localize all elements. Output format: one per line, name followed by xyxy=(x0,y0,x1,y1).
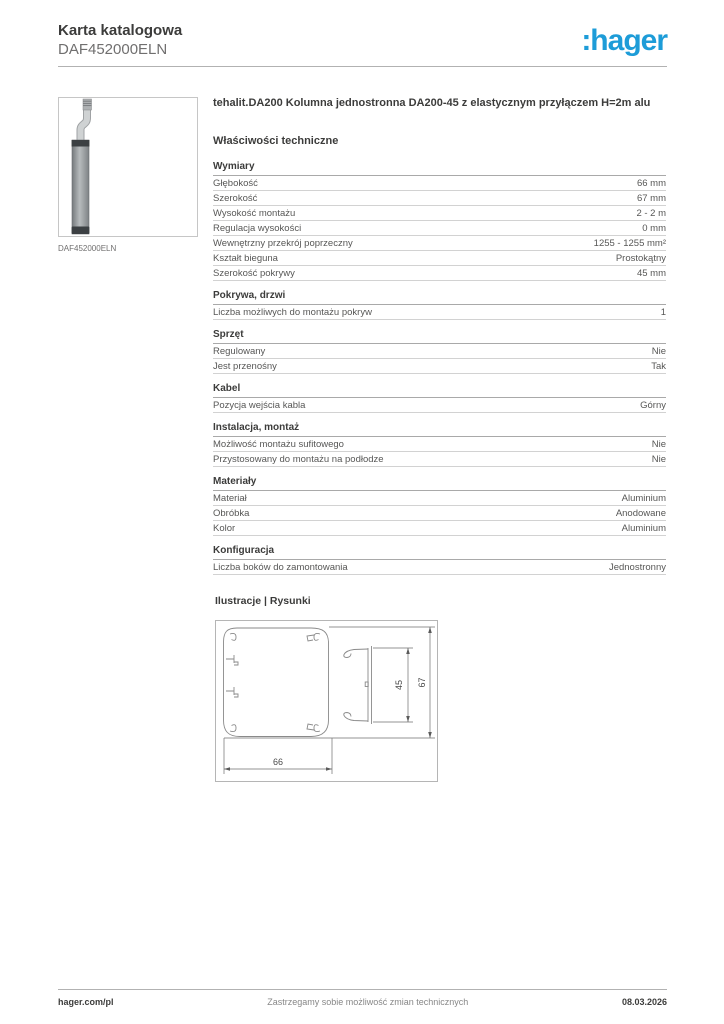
property-label: Szerokość xyxy=(213,192,258,204)
property-row xyxy=(213,251,666,266)
property-section xyxy=(213,422,666,467)
property-value: Nie xyxy=(651,453,666,465)
section-title: Wymiary xyxy=(213,161,666,176)
property-label: Kolor xyxy=(213,522,236,534)
section-title: Sprzęt xyxy=(213,329,666,344)
property-row xyxy=(213,491,666,506)
clip-top-left xyxy=(230,634,236,641)
header-product-code: DAF452000ELN xyxy=(58,40,168,58)
illustrations-heading: Ilustracje | Rysunki xyxy=(215,595,311,608)
dim-width-label: 66 xyxy=(272,757,284,768)
property-row xyxy=(213,266,666,281)
property-value: Nie xyxy=(651,345,666,357)
property-label: Liczba możliwych do montażu pokryw xyxy=(213,306,372,318)
property-value: Anodowane xyxy=(615,507,666,519)
property-row xyxy=(213,191,666,206)
clip-left-lower xyxy=(226,687,238,697)
property-label: Szerokość pokrywy xyxy=(213,267,295,279)
property-value: Prostokątny xyxy=(615,252,666,264)
section-rows xyxy=(213,560,666,575)
properties-sections xyxy=(213,161,666,575)
section-rows xyxy=(213,344,666,374)
property-row xyxy=(213,398,666,413)
property-row xyxy=(213,506,666,521)
property-value: Jednostronny xyxy=(608,561,666,573)
property-row xyxy=(213,359,666,374)
product-title: tehalit.DA200 Kolumna jednostronna DA200-45 z elastycznym przyłączem H=2m alu xyxy=(213,97,651,109)
page-header xyxy=(58,22,667,60)
property-value: Aluminium xyxy=(621,522,666,534)
section-title: Konfiguracja xyxy=(213,545,666,560)
property-label: Liczba boków do zamontowania xyxy=(213,561,348,573)
header-divider xyxy=(58,66,667,67)
property-section xyxy=(213,476,666,536)
property-value: Tak xyxy=(651,360,666,372)
clip-bottom-right xyxy=(307,724,320,732)
dim-total-height-label: 67 xyxy=(417,677,427,688)
property-section xyxy=(213,329,666,374)
property-label: Wysokość montażu xyxy=(213,207,296,219)
property-row xyxy=(213,452,666,467)
property-label: Jest przenośny xyxy=(213,360,277,372)
property-value: 67 mm xyxy=(636,192,666,204)
dim-cover-height-label: 45 xyxy=(394,680,404,691)
technical-drawing xyxy=(215,620,438,782)
property-label: Regulacja wysokości xyxy=(213,222,302,234)
column-top-cap xyxy=(72,140,90,147)
property-label: Pozycja wejścia kabla xyxy=(213,399,306,411)
property-value: 1255 - 1255 mm² xyxy=(593,237,666,249)
property-row xyxy=(213,437,666,452)
property-section xyxy=(213,290,666,320)
property-value: Nie xyxy=(651,438,666,450)
column-bottom-cap xyxy=(72,227,90,235)
section-rows xyxy=(213,398,666,413)
section-title: Materiały xyxy=(213,476,666,491)
section-rows xyxy=(213,491,666,536)
property-row xyxy=(213,344,666,359)
property-row xyxy=(213,176,666,191)
footer-divider xyxy=(58,989,667,990)
product-image xyxy=(58,97,198,237)
property-value: 1 xyxy=(660,306,666,318)
property-row xyxy=(213,305,666,320)
property-value: 2 - 2 m xyxy=(636,207,666,219)
section-rows xyxy=(213,437,666,467)
technical-properties-heading: Właściwości techniczne xyxy=(213,135,339,148)
property-value: Aluminium xyxy=(621,492,666,504)
property-value: 0 mm xyxy=(642,222,666,234)
section-title: Instalacja, montaż xyxy=(213,422,666,437)
document-title: Karta katalogowa xyxy=(58,22,183,39)
footer-website-link[interactable]: hager.com/pl xyxy=(58,997,114,1007)
property-label: Obróbka xyxy=(213,507,250,519)
property-value: Górny xyxy=(640,399,666,411)
property-row xyxy=(213,236,666,251)
column-body xyxy=(72,140,89,234)
property-label: Kształt bieguna xyxy=(213,252,278,264)
page-footer xyxy=(58,997,667,1007)
main-content-column xyxy=(213,96,666,782)
product-column-illustration xyxy=(59,98,197,236)
property-label: Przystosowany do montażu na podłodze xyxy=(213,453,384,465)
cover-hook-top xyxy=(344,649,368,658)
property-section xyxy=(213,545,666,575)
property-row xyxy=(213,206,666,221)
profile-outline xyxy=(224,628,329,737)
hager-logo: :hager xyxy=(581,24,667,57)
property-row xyxy=(213,221,666,236)
property-label: Wewnętrzny przekrój poprzeczny xyxy=(213,237,353,249)
property-label: Możliwość montażu sufitowego xyxy=(213,438,344,450)
footer-disclaimer: Zastrzegamy sobie możliwość zmian technicznych xyxy=(267,997,469,1007)
property-value: 66 mm xyxy=(636,177,666,189)
footer-date: 08.03.2026 xyxy=(621,997,667,1007)
property-label: Materiał xyxy=(213,492,247,504)
property-label: Głębokość xyxy=(213,177,258,189)
cover-notch xyxy=(365,682,368,687)
product-image-caption: DAF452000ELN xyxy=(58,244,117,253)
property-row xyxy=(213,560,666,575)
product-image-column xyxy=(58,97,199,253)
clip-top-right xyxy=(307,634,320,642)
section-rows xyxy=(213,176,666,281)
connector-body xyxy=(83,99,92,110)
property-row xyxy=(213,521,666,536)
cross-section-drawing xyxy=(216,621,437,781)
cover-hook-bottom xyxy=(344,713,368,722)
property-label: Regulowany xyxy=(213,345,266,357)
property-section xyxy=(213,161,666,281)
property-section xyxy=(213,383,666,413)
clip-left-upper xyxy=(226,655,238,665)
section-title: Pokrywa, drzwi xyxy=(213,290,666,305)
property-value: 45 mm xyxy=(636,267,666,279)
section-title: Kabel xyxy=(213,383,666,398)
clip-bottom-left xyxy=(230,725,236,732)
section-rows xyxy=(213,305,666,320)
